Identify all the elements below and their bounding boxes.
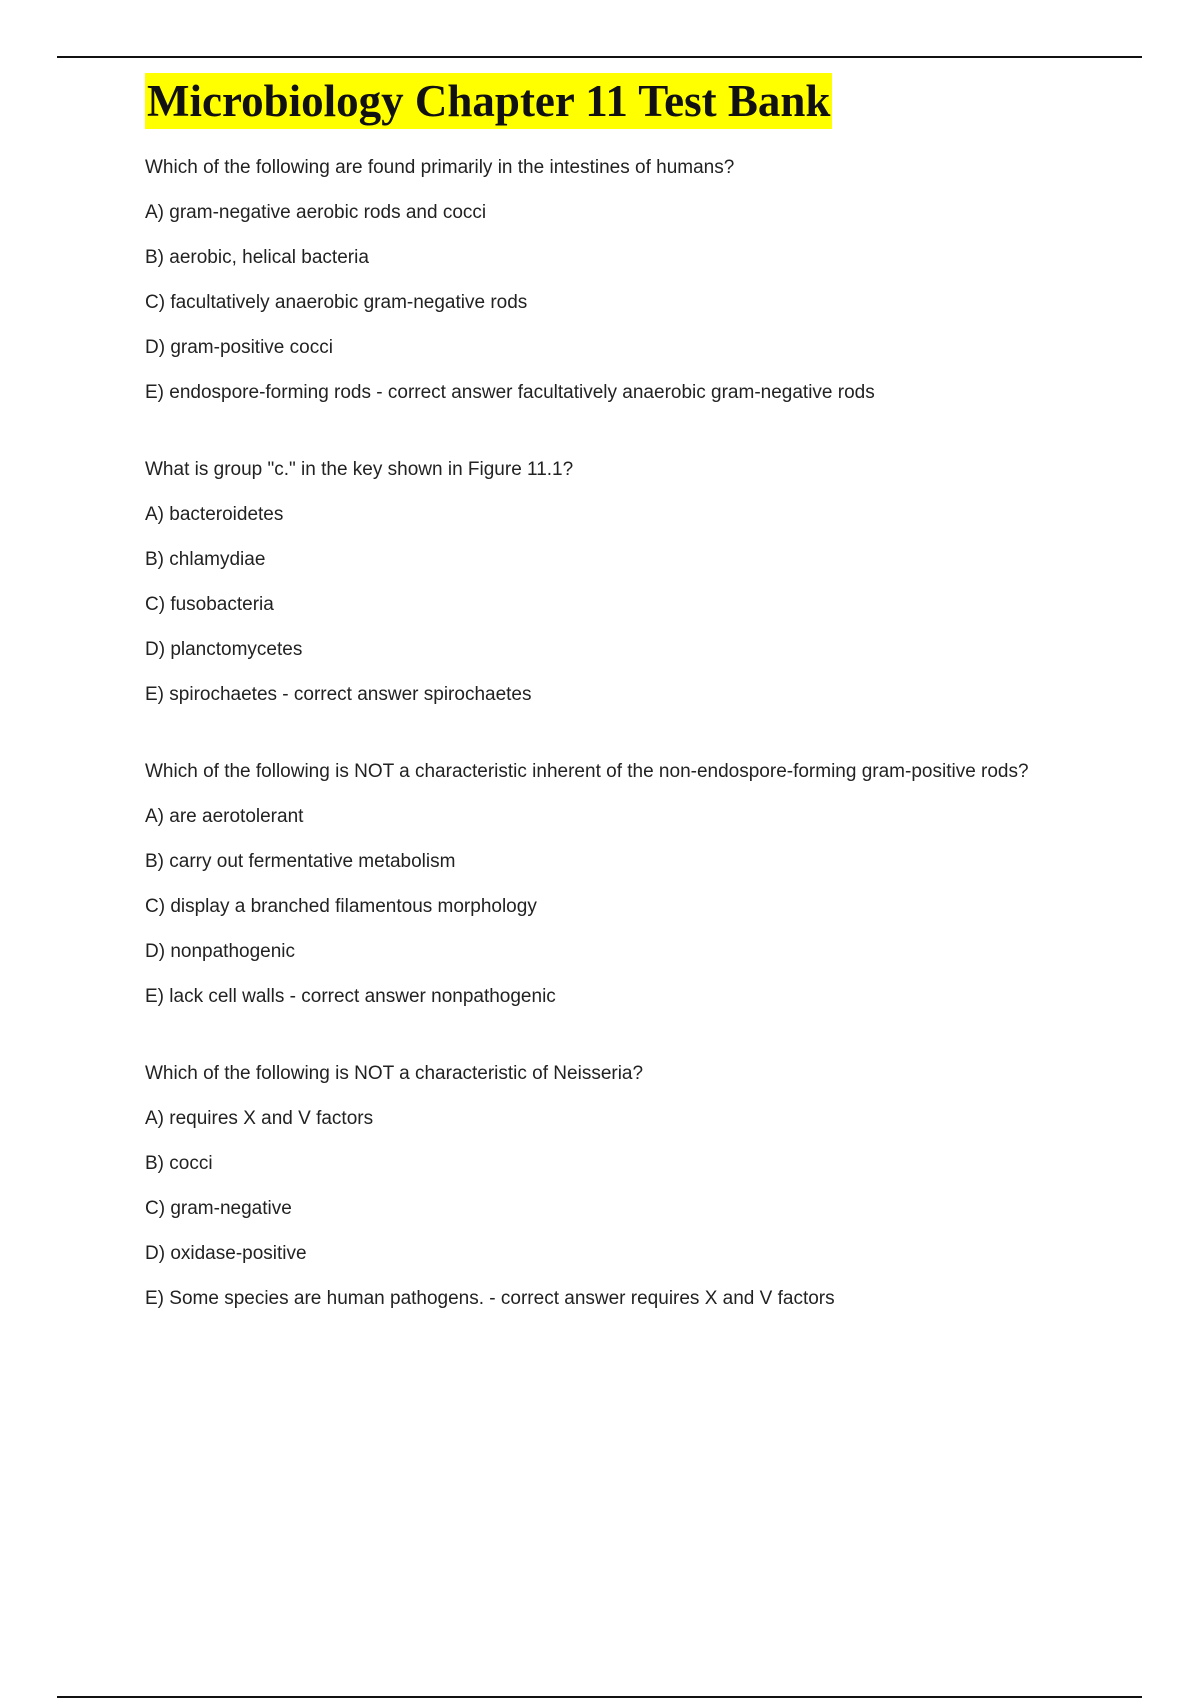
option-e-with-answer: E) spirochaetes - correct answer spirochaetes [145, 684, 532, 705]
option-b: B) carry out fermentative metabolism [145, 851, 456, 872]
option-a: A) are aerotolerant [145, 806, 304, 827]
option-e-with-answer: E) Some species are human pathogens. - correct answer requires X and V factors [145, 1288, 835, 1309]
option-c: C) gram-negative [145, 1198, 292, 1219]
question-text: What is group "c." in the key shown in Figure 11.1? [145, 459, 574, 480]
question-text: Which of the following is NOT a characteristic inherent of the non-endospore-forming gram-positive rods? [145, 761, 1029, 782]
document-body [145, 73, 1065, 1329]
option-a: A) gram-negative aerobic rods and cocci [145, 202, 487, 223]
option-a: A) requires X and V factors [145, 1108, 374, 1129]
option-b: B) aerobic, helical bacteria [145, 247, 369, 268]
option-d: D) gram-positive cocci [145, 337, 333, 358]
bottom-divider [57, 1696, 1142, 1698]
option-d: D) nonpathogenic [145, 941, 295, 962]
question-3 [145, 757, 1065, 1012]
option-c: C) fusobacteria [145, 594, 274, 615]
question-2 [145, 455, 1065, 710]
question-text: Which of the following are found primarily in the intestines of humans? [145, 157, 735, 178]
page-title: Microbiology Chapter 11 Test Bank [145, 73, 832, 129]
option-b: B) chlamydiae [145, 549, 266, 570]
option-c: C) display a branched filamentous morphology [145, 896, 537, 917]
option-d: D) oxidase-positive [145, 1243, 307, 1264]
question-1 [145, 153, 1065, 408]
question-text: Which of the following is NOT a characteristic of Neisseria? [145, 1063, 644, 1084]
option-c: C) facultatively anaerobic gram-negative rods [145, 292, 528, 313]
option-b: B) cocci [145, 1153, 213, 1174]
option-e-with-answer: E) lack cell walls - correct answer nonpathogenic [145, 986, 556, 1007]
option-a: A) bacteroidetes [145, 504, 284, 525]
option-d: D) planctomycetes [145, 639, 303, 660]
question-4 [145, 1059, 1065, 1314]
top-divider [57, 56, 1142, 58]
option-e-with-answer: E) endospore-forming rods - correct answer facultatively anaerobic gram-negative rods [145, 382, 875, 403]
